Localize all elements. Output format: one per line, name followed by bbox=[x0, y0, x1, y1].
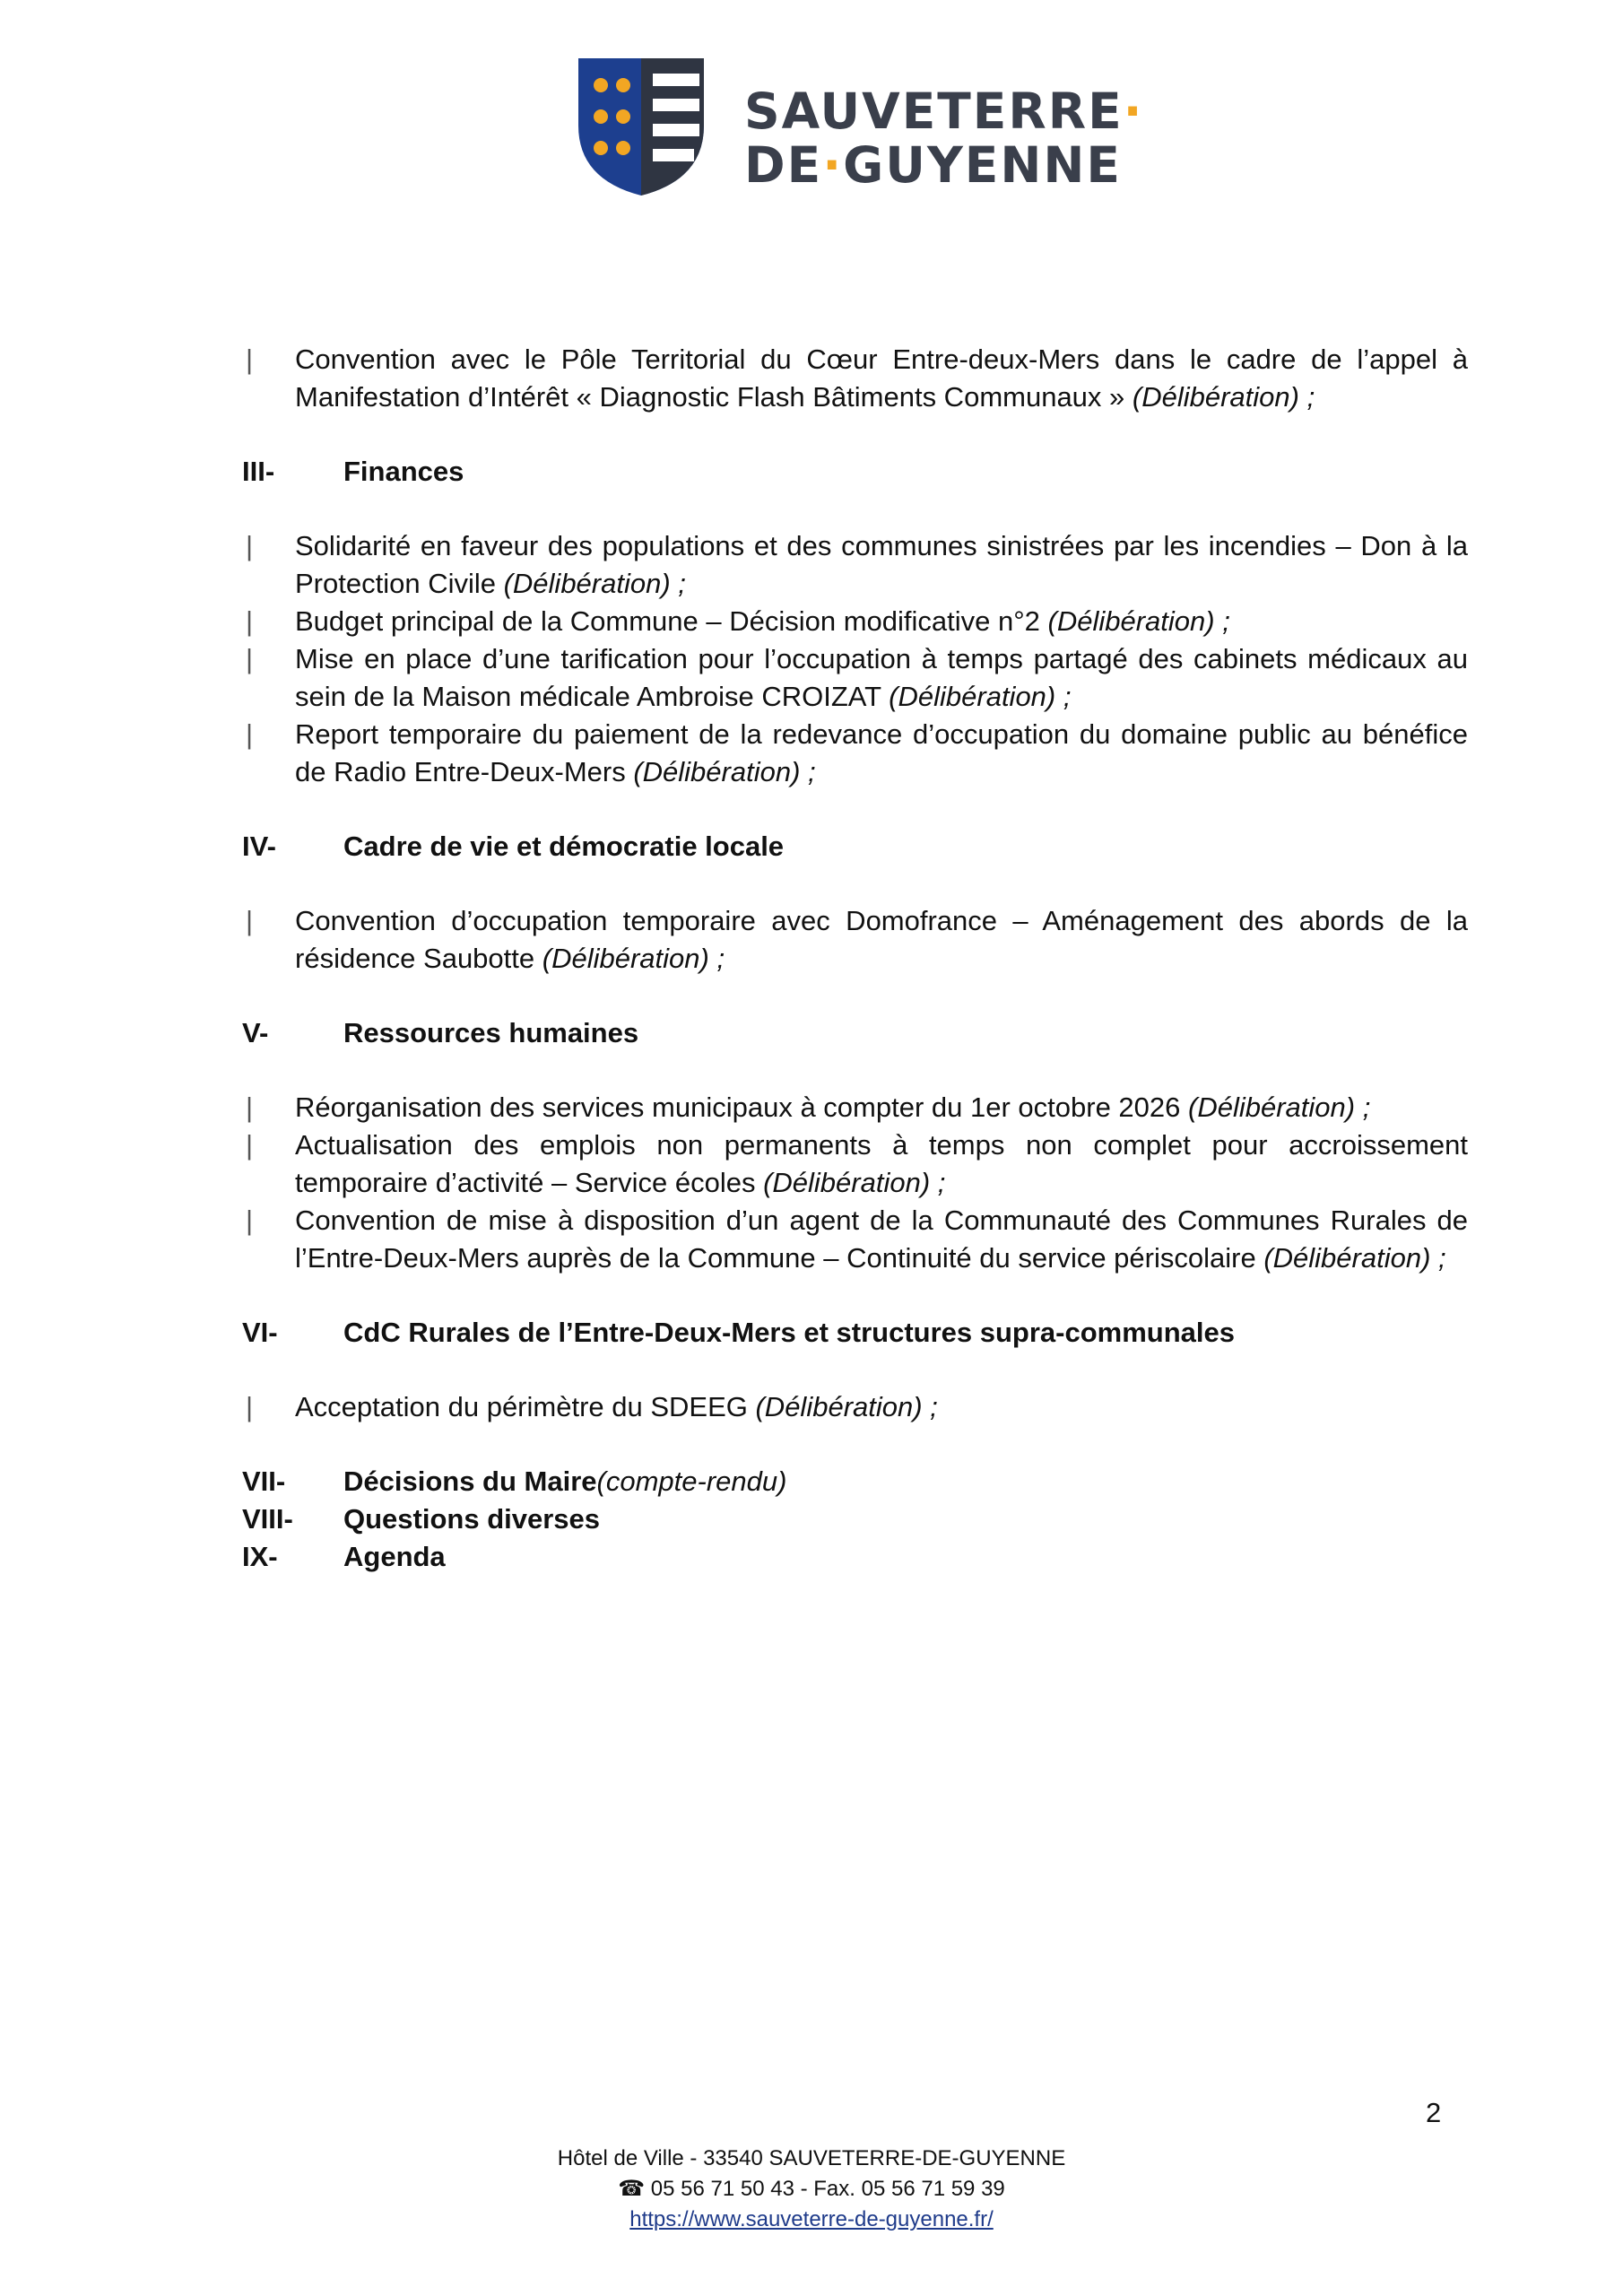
agenda-item bbox=[242, 341, 1468, 416]
agenda-item bbox=[242, 527, 1468, 603]
sauveterre-logo bbox=[574, 45, 1144, 206]
item-tag: (Délibération) ; bbox=[633, 756, 816, 787]
section-heading-finances bbox=[242, 453, 1468, 491]
agenda-list bbox=[242, 341, 1468, 1576]
item-tag: (Délibération) ; bbox=[503, 568, 686, 599]
section-title: Cadre de vie et démocratie locale bbox=[343, 831, 785, 862]
logo-dot-2: · bbox=[822, 136, 844, 194]
item-bar: | bbox=[246, 905, 254, 936]
item-tag: (Délibération) ; bbox=[1263, 1242, 1446, 1274]
section-title: Décisions du Maire bbox=[343, 1465, 597, 1497]
item-text: Convention de mise à disposition d’un agent de la Communauté des Communes Rurales de l’Entre-Deux-Mers auprès de la Commune – Continuité du service périscolaire bbox=[295, 1205, 1468, 1274]
logo-text-de: DE bbox=[744, 136, 823, 194]
phone-icon: ☎ bbox=[618, 2177, 646, 2201]
section-number: IX- bbox=[242, 1541, 278, 1572]
footer-address: Hôtel de Ville - 33540 SAUVETERRE-DE-GUYENNE bbox=[557, 2146, 1066, 2170]
section-heading-agenda bbox=[242, 1538, 1468, 1576]
item-text: Réorganisation des services municipaux à compter du 1er octobre 2026 bbox=[295, 1091, 1188, 1123]
item-text: Convention d’occupation temporaire avec Domofrance – Aménagement des abords de la résidence Saubotte bbox=[295, 905, 1468, 974]
agenda-item bbox=[242, 603, 1468, 640]
item-bar: | bbox=[246, 344, 254, 375]
item-bar: | bbox=[246, 605, 254, 637]
logo-line-2 bbox=[744, 136, 1122, 194]
section-heading-decisions-du-maire bbox=[242, 1463, 1468, 1500]
section-number: III- bbox=[242, 456, 275, 487]
agenda-item bbox=[242, 640, 1468, 716]
item-text: Mise en place d’une tarification pour l’occupation à temps partagé des cabinets médicaux au sein de la Maison médicale Ambroise CROIZAT bbox=[295, 643, 1468, 712]
item-tag: (Délibération) ; bbox=[1132, 381, 1315, 413]
item-bar: | bbox=[246, 1129, 254, 1161]
item-tag: (Délibération) ; bbox=[889, 681, 1072, 712]
section-number: V- bbox=[242, 1017, 269, 1048]
section-title: Agenda bbox=[343, 1541, 446, 1572]
section-number: IV- bbox=[242, 831, 276, 862]
section-heading-questions-diverses bbox=[242, 1500, 1468, 1538]
footer-website-link[interactable]: https://www.sauveterre-de-guyenne.fr/ bbox=[629, 2207, 994, 2231]
item-tag: (Délibération) ; bbox=[1188, 1091, 1371, 1123]
item-bar: | bbox=[246, 1391, 254, 1422]
item-tag: (Délibération) ; bbox=[763, 1167, 946, 1198]
coat-of-arms-icon bbox=[574, 54, 708, 197]
item-bar: | bbox=[246, 1205, 254, 1236]
page-number: 2 bbox=[1426, 2097, 1442, 2128]
item-text: Solidarité en faveur des populations et des communes sinistrées par les incendies – Don à la Protection Civile bbox=[295, 530, 1468, 599]
footer-phone-line bbox=[0, 2174, 1623, 2205]
item-text: Convention avec le Pôle Territorial du Cœur Entre-deux-Mers dans le cadre de l’appel à Manifestation d’Intérêt « Diagnostic Flash Bâtiments Communaux » bbox=[295, 344, 1468, 413]
item-bar: | bbox=[246, 718, 254, 750]
section-title: Ressources humaines bbox=[343, 1017, 639, 1048]
logo-text-sauveterre: SAUVETERRE bbox=[744, 83, 1124, 140]
agenda-item bbox=[242, 1126, 1468, 1202]
logo-dot: · bbox=[1123, 83, 1144, 140]
section-subtitle: (compte-rendu) bbox=[596, 1465, 787, 1497]
section-title: Finances bbox=[343, 456, 464, 487]
logo-text-guyenne: GUYENNE bbox=[843, 136, 1122, 194]
footer bbox=[0, 2144, 1623, 2235]
item-text: Report temporaire du paiement de la redevance d’occupation du domaine public au bénéfice de Radio Entre-Deux-Mers bbox=[295, 718, 1468, 787]
section-number: VI- bbox=[242, 1317, 278, 1348]
item-bar: | bbox=[246, 530, 254, 561]
item-text: Budget principal de la Commune – Décision modificative n°2 bbox=[295, 605, 1048, 637]
agenda-item bbox=[242, 902, 1468, 978]
section-heading-cadre-de-vie bbox=[242, 828, 1468, 865]
item-tag: (Délibération) ; bbox=[542, 943, 725, 974]
item-tag: (Délibération) ; bbox=[755, 1391, 938, 1422]
footer-phone: 05 56 71 50 43 - Fax. 05 56 71 59 39 bbox=[645, 2177, 1005, 2201]
section-heading-cdc-rurales bbox=[242, 1314, 1468, 1352]
section-title: CdC Rurales de l’Entre-Deux-Mers et structures supra-communales bbox=[343, 1317, 1235, 1348]
agenda-item bbox=[242, 716, 1468, 791]
agenda-item bbox=[242, 1388, 1468, 1426]
item-bar: | bbox=[246, 643, 254, 674]
section-number: VIII- bbox=[242, 1503, 293, 1535]
item-bar: | bbox=[246, 1091, 254, 1123]
item-text: Acceptation du périmètre du SDEEG bbox=[295, 1391, 756, 1422]
section-number: VII- bbox=[242, 1465, 286, 1497]
section-title: Questions diverses bbox=[343, 1503, 601, 1535]
agenda-item bbox=[242, 1089, 1468, 1126]
item-tag: (Délibération) ; bbox=[1047, 605, 1230, 637]
section-heading-ressources-humaines bbox=[242, 1014, 1468, 1052]
item-text: Actualisation des emplois non permanents à temps non complet pour accroissement temporaire d’activité – Service écoles bbox=[295, 1129, 1468, 1198]
logo-line-1 bbox=[744, 83, 1144, 140]
agenda-item bbox=[242, 1202, 1468, 1277]
